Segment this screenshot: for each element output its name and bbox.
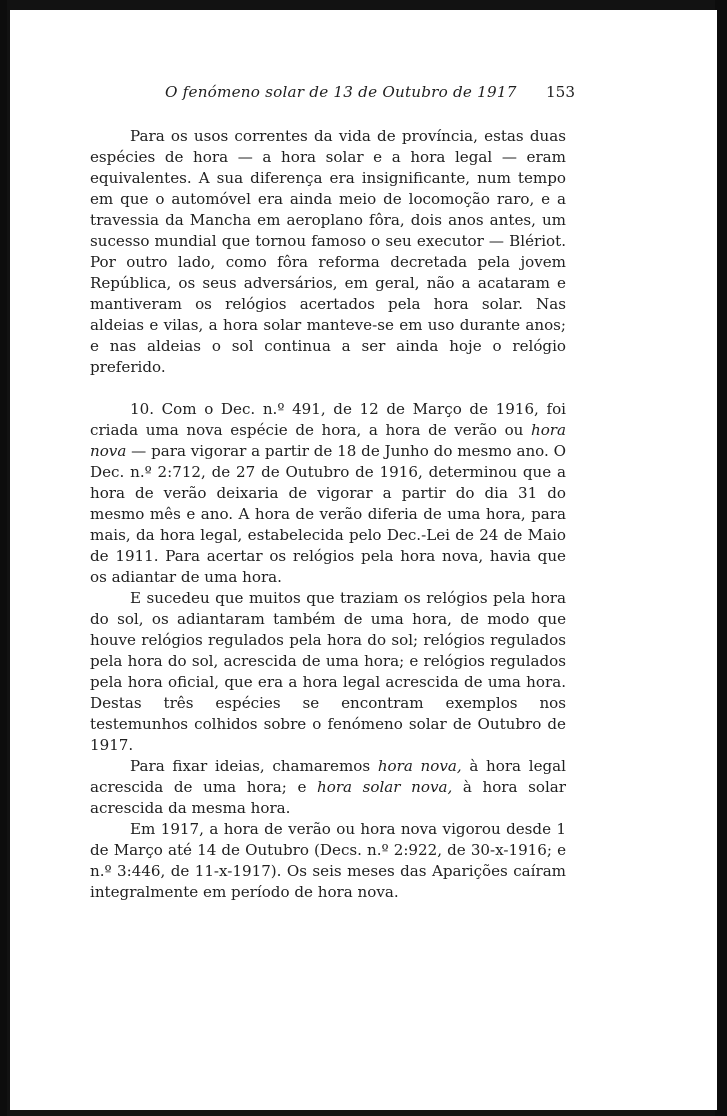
paragraph-2-text-a: 10. Com o Dec. n.º 491, de 12 de Março de 1916, foi criada uma nova espécie de hora, a hora de verão ou — [90, 400, 566, 439]
paragraph-4-text-c: à hora solar acrescida da mesma hora. — [90, 778, 566, 817]
body-text — [90, 126, 566, 903]
running-title: O fenómeno solar de 13 de Outubro de 1917 — [165, 83, 517, 101]
paragraph-5: Em 1917, a hora de verão ou hora nova vigorou desde 1 de Março até 14 de Outubro (Decs. n.º 2:922, de 30-x-1916; e n.º 3:446, de 11-x-1917). Os seis meses das Aparições caíram integralmente em período de hora nova. — [90, 820, 566, 901]
paragraph-4-italic-a: hora nova, — [377, 757, 462, 775]
paragraph-gap — [90, 378, 566, 399]
paragraph-4-text-a: Para fixar ideias, chamaremos — [130, 757, 378, 775]
paragraph-2-italic: hora nova — [90, 421, 566, 460]
paragraph-4-italic-b: hora solar nova, — [317, 778, 453, 796]
paragraph-4 — [90, 756, 566, 819]
paragraph-1: Para os usos correntes da vida de província, estas duas espécies de hora — a hora solar e a hora legal — eram equivalentes. A sua diferença era insignificante, num tempo em que o automóvel era ainda meio de locomoção raro, e a travessia da Mancha em aeroplano fôra, dois anos antes, um sucesso mundial que tornou famoso o seu executor — Blériot. Por outro lado, como fôra reforma decretada pela jovem República, os seus adversários, em geral, não a acataram e mantiveram os relógios acertados pela hora solar. Nas aldeias e vilas, a hora solar manteve-se em uso durante anos; e nas aldeias o sol continua a ser ainda hoje o relógio preferido. — [90, 127, 566, 376]
page-number: 153 — [546, 83, 575, 101]
paragraph-2-text-b: — para vigorar a partir de 18 de Junho do mesmo ano. O Dec. n.º 2:712, de 27 de Outubro de 1916, determinou que a hora de verão deixaria de vigorar a partir do dia 31 do mesmo mês e ano. A hora de verão diferia de uma hora, para mais, da hora legal, estabelecida pelo Dec.-Lei de 24 de Maio de 1911. Para acertar os relógios pela hora nova, havia que os adiantar de uma hora. — [90, 442, 566, 586]
paragraph-3: E sucedeu que muitos que traziam os relógios pela hora do sol, os adiantaram também de uma hora, de modo que houve relógios regulados pela hora do sol; relógios regulados pela hora do sol, acrescida de uma hora; e relógios regulados pela hora oficial, que era a hora legal acrescida de uma hora. Destas três espécies se encontram exemplos nos testemunhos colhidos sobre o fenómeno solar de Outubro de 1917. — [90, 589, 566, 754]
page-header — [165, 83, 575, 107]
paragraph-2 — [90, 399, 566, 588]
scan-left-border — [0, 0, 7, 1116]
paragraph-4-text-b: à hora legal acrescida de uma hora; e — [90, 757, 566, 796]
